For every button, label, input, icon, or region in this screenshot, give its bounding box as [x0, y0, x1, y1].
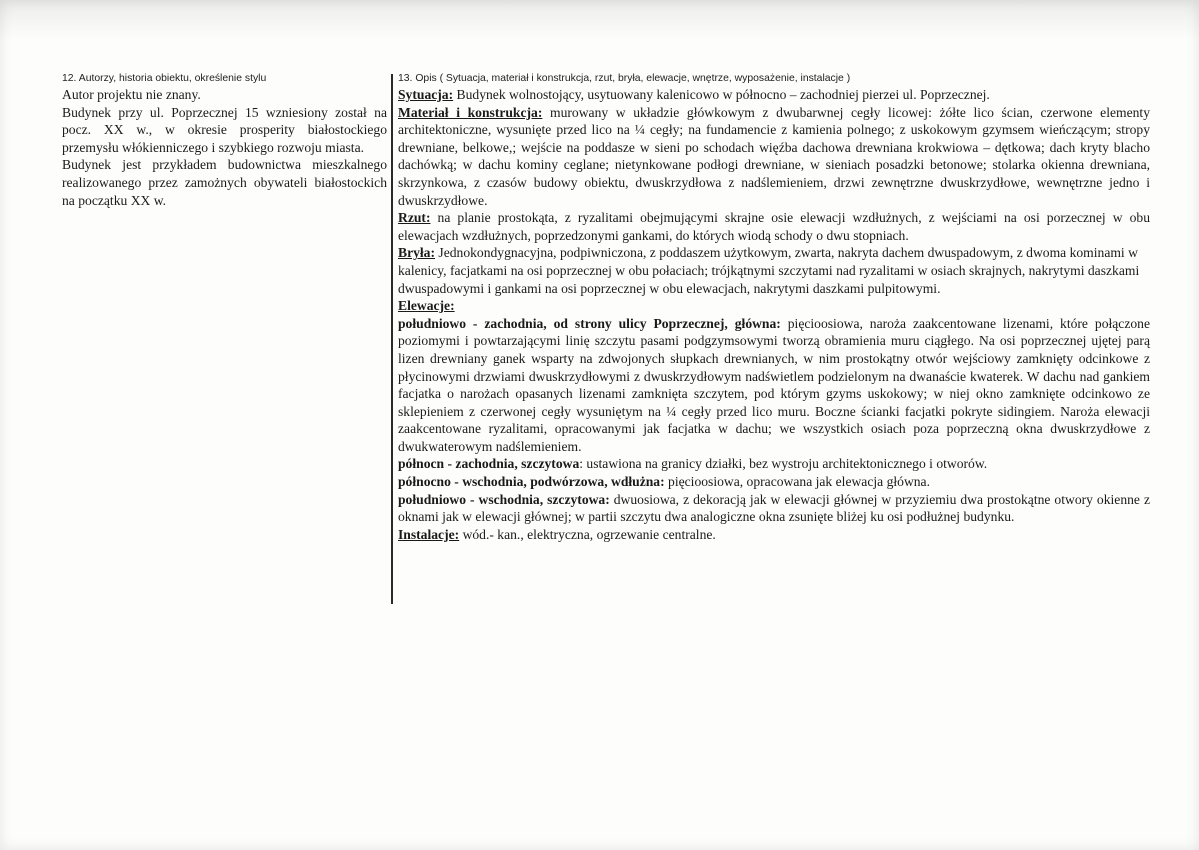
material-label: Materiał i konstrukcja:: [398, 104, 543, 120]
elewacja-nw-text: : ustawiona na granicy działki, bez wystroju architektonicznego i otworów.: [579, 456, 988, 472]
elewacja-main-paragraph: [398, 315, 1150, 456]
material-paragraph: [398, 104, 1150, 210]
instalacje-paragraph: [398, 526, 1150, 544]
scan-top-band: [0, 0, 1199, 40]
style-paragraph: Budynek jest przykładem budownictwa mieszkalnego realizowanego przez zamożnych obywateli białostockich na początku XX w.: [62, 157, 387, 208]
rzut-paragraph: [398, 209, 1150, 244]
bryla-text: Jednokondygnacyjna, podpiwniczona, z poddaszem użytkowym, zwarta, nakryta dachem dwuspadowym, z dwoma kominami w kalenicy, facjatkami na osi poprzecznej w obu połaciach; trójkątnymi szczytami nad ryzalitami w osiach skrajnych, nakrytymi daszkami dwuspadowymi i gankami na osi poprzecznej w obu elewacjach, nakrytymi daszkami pulpitowymi.: [398, 245, 1140, 296]
elewacja-ne-title: północno - wschodnia, podwórzowa, wdłużna:: [398, 474, 665, 490]
elewacja-main-title: południowo - zachodnia, od strony ulicy Poprzecznej, główna:: [398, 315, 781, 331]
elewacja-ne-paragraph: [398, 473, 1150, 491]
elewacje-label: Elewacje:: [398, 298, 455, 314]
instalacje-label: Instalacje:: [398, 526, 460, 542]
elewacja-main-text: pięcioosiowa, naroża zaakcentowane lizenami, które połączone poziomymi i powtarzającymi linię szczytu pasami podgzymsowymi tworzą obramienia muru ciągłego. Na osi poprzecznej ujętej parą lizen drewniany ganek wsparty na zdwojonych słupkach drewnianych, w nim prostokątny otwór wejściowy zamknięty odcinkowe z płycinowymi drzwiami dwuskrzydłowymi z dwuskrzydłowym nadświetlem podzielonym na dwanaście kwaterek. W dachu nad gankiem facjatka o narożach opasanych lizenami zamknięta szczytem, pod którym gzyms uskokowy; w niej okno zamknięte odcinkowo ze sklepieniem z czerwonej cegły wysuniętym na ¼ cegły przed lico muru. Boczne ścianki facjatki pokryte sidingiem. Naroża elewacji zaakcentowane ryzalitami, opracowanymi jak facjatka w dachu; we wszystkich osiach poza poprzeczną okna dwuskrzydłowe z dwukwaterowym nadślemieniem.: [398, 315, 1150, 454]
author-paragraph: Autor projektu nie znany.: [62, 87, 201, 102]
history-paragraph: Budynek przy ul. Poprzecznej 15 wzniesiony został na pocz. XX w., w okresie prosperity białostockiego przemysłu włókienniczego i szybkiego rozwoju miasta.: [62, 104, 387, 155]
sytuacja-text: Budynek wolnostojący, usytuowany kalenicowo w północno – zachodniej pierzei ul. Poprzecznej.: [453, 87, 990, 102]
rzut-text: na planie prostokąta, z ryzalitami obejmującymi skrajne osie elewacji wzdłużnych, z wejściami na osi porzecznej w obu elewacjach wzdłużnych, poprzedzonymi gankami, do których wiodą schody o dwu stopniach.: [398, 210, 1150, 243]
elewacja-nw-title: północn - zachodnia, szczytowa: [398, 456, 580, 472]
elewacja-ne-text: pięcioosiowa, opracowana jak elewacja główna.: [664, 474, 930, 490]
sytuacja-paragraph: [398, 86, 1150, 104]
sytuacja-label: Sytuacja:: [398, 87, 454, 102]
elewacja-se-paragraph: [398, 491, 1150, 526]
elewacja-se-text: dwuosiowa, z dekoracją jak w elewacji głównej w przyziemiu dwa prostokątne otwory okienne z oknami jak w elewacji głównej; w partii szczytu dwa analogiczne okna zsunięte bliżej ku osi podłużnej budynku.: [398, 491, 1150, 525]
bryla-label: Bryła:: [398, 245, 435, 261]
left-column-section-12: [62, 71, 387, 209]
column-divider: [391, 74, 393, 604]
right-column-section-13: [398, 71, 1150, 543]
rzut-label: Rzut:: [398, 210, 431, 226]
elewacja-se-title: południowo - wschodnia, szczytowa:: [398, 491, 610, 507]
bryla-paragraph: [398, 244, 1150, 297]
section-13-heading: 13. Opis ( Sytuacja, materiał i konstrukcja, rzut, bryła, elewacje, wnętrze, wyposażenie, instalacje ): [398, 73, 851, 84]
instalacje-text: wód.- kan., elektryczna, ogrzewanie centralne.: [459, 526, 716, 542]
material-text: murowany w układzie główkowym z dwubarwnej cegły licowej: żółte lico ścian, czerwone elementy architektoniczne, wysunięte przed lico na ¼ cegły; na fundamencie z kamienia polnego; z uskokowym gzymsem wieńczącym; stropy drewniane, belkowe,; wejście na poddasze w sieni po schodach więźba dachowa drewniana krokwiowa – dętkowa; dach kryty blacho dachówką; w dachu kominy ceglane; nietynkowane podłogi drewniane, w sieniach posadzki betonowe; stolarka okienna drewniana, skrzynkowa, z czasów budowy obiektu, dwuskrzydłowa z nadślemieniem, drzwi zewnętrzne dwuskrzydłowe, wewnętrzne jedno i dwuskrzydłowe.: [398, 104, 1151, 208]
elewacja-nw-paragraph: [398, 455, 1150, 473]
section-12-heading: 12. Autorzy, historia obiektu, określenie stylu: [62, 73, 267, 84]
